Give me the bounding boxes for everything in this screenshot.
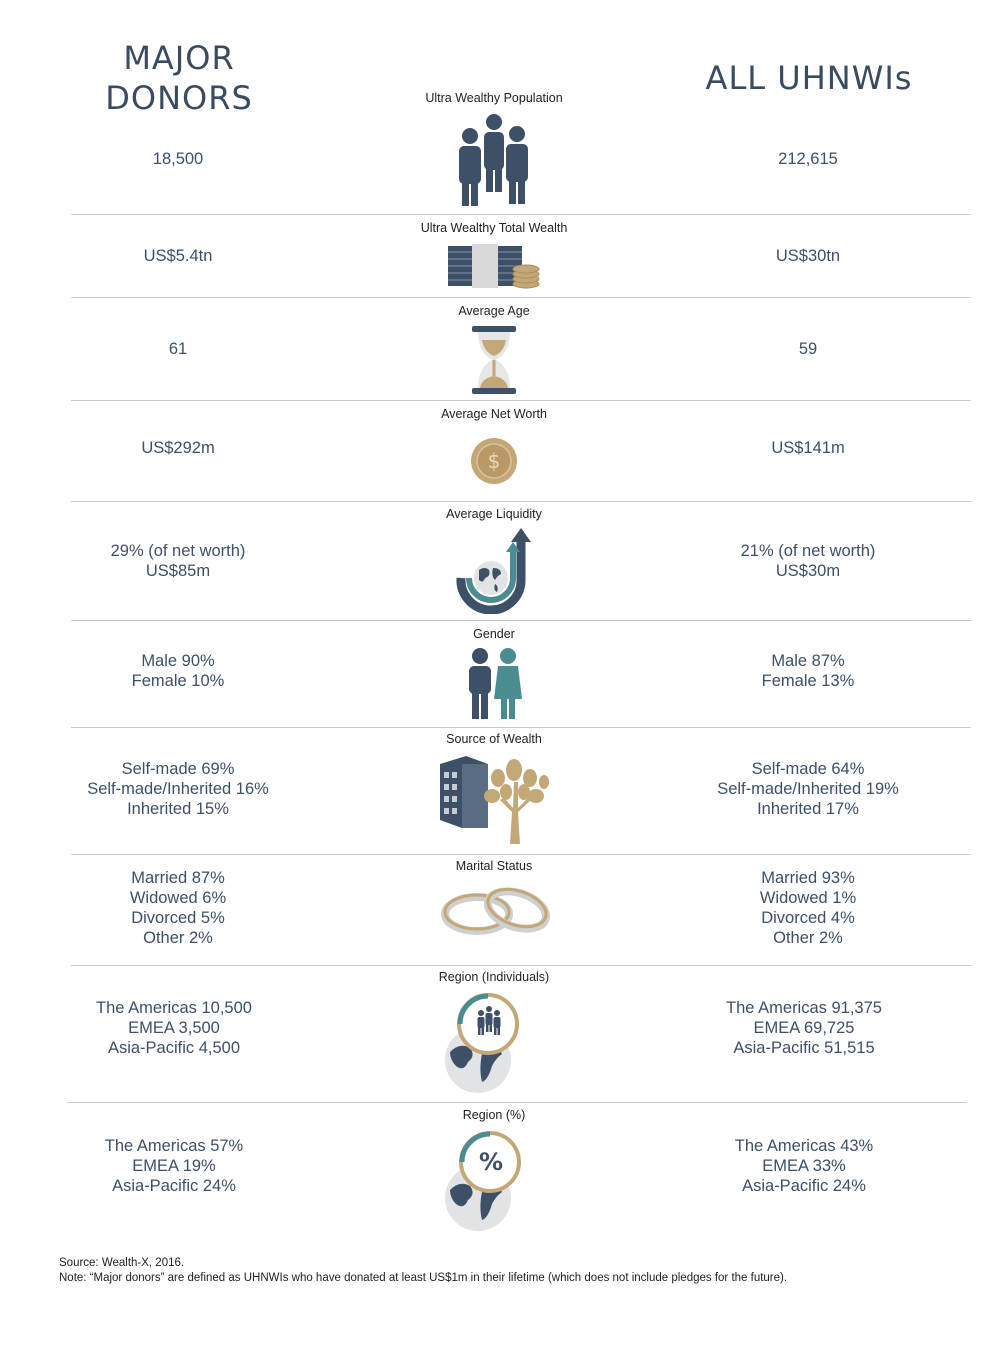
total-wealth-major-donors: US$5.4tn bbox=[143, 247, 213, 265]
major-donors-heading-line1: MAJOR bbox=[123, 39, 235, 77]
row-label-average-net-worth: Average Net Worth bbox=[441, 407, 547, 421]
marital-status-major-donors: Married 87% Widowed 6% Divorced 5% Other 2% bbox=[129, 869, 227, 947]
row-divider bbox=[71, 214, 971, 215]
region-percent-all-uhnwis: The Americas 43% EMEA 33% Asia-Pacific 24% bbox=[734, 1137, 874, 1195]
liquidity-all-uhnwis: 21% (of net worth) US$30m bbox=[740, 542, 876, 580]
row-divider bbox=[71, 501, 971, 502]
rings-icon bbox=[441, 884, 553, 940]
gender-major-donors: Male 90% Female 10% bbox=[131, 652, 225, 690]
row-divider bbox=[71, 727, 971, 728]
svg-text:%: % bbox=[478, 1148, 504, 1176]
net-worth-major-donors: US$292m bbox=[141, 439, 215, 457]
liquidity-major-donors: 29% (of net worth) US$85m bbox=[110, 542, 246, 580]
row-label-region-percent: Region (%) bbox=[462, 1108, 526, 1122]
region-individuals-all-uhnwis: The Americas 91,375 EMEA 69,725 Asia-Pacific 51,515 bbox=[726, 999, 882, 1057]
row-label-average-liquidity: Average Liquidity bbox=[446, 507, 542, 521]
row-label-population: Ultra Wealthy Population bbox=[425, 91, 563, 105]
definition-note: Note: “Major donors” are defined as UHNWIs who have donated at least US$1m in their lifetime (which does not include pledges for the future). bbox=[59, 1272, 788, 1284]
major-donors-heading bbox=[80, 38, 278, 118]
row-label-region-individuals: Region (Individuals) bbox=[438, 970, 550, 984]
row-label-gender: Gender bbox=[473, 627, 515, 641]
marital-status-all-uhnwis: Married 93% Widowed 1% Divorced 4% Other 2% bbox=[759, 869, 857, 947]
row-label-average-age: Average Age bbox=[458, 304, 530, 318]
gender-icon bbox=[464, 647, 524, 719]
total-wealth-all-uhnwis: US$30tn bbox=[775, 247, 841, 265]
row-label-source-of-wealth: Source of Wealth bbox=[446, 732, 542, 746]
row-divider bbox=[71, 620, 971, 621]
gender-all-uhnwis: Male 87% Female 13% bbox=[761, 652, 855, 690]
coin-icon bbox=[470, 437, 518, 485]
row-divider bbox=[71, 297, 971, 298]
people-icon bbox=[454, 112, 534, 208]
major-donors-heading-line2: DONORS bbox=[105, 79, 253, 117]
population-all-uhnwis: 212,615 bbox=[778, 150, 838, 168]
money-stack-icon bbox=[446, 242, 542, 290]
row-divider bbox=[71, 965, 971, 966]
row-label-marital-status: Marital Status bbox=[455, 859, 533, 873]
average-age-all-uhnwis: 59 bbox=[798, 340, 818, 358]
row-divider bbox=[67, 1102, 967, 1103]
source-of-wealth-major-donors: Self-made 69% Self-made/Inherited 16% Inherited 15% bbox=[87, 760, 269, 818]
row-divider bbox=[71, 400, 971, 401]
all-uhnwis-heading: ALL UHNWIs bbox=[705, 59, 913, 97]
region-individuals-major-donors: The Americas 10,500 EMEA 3,500 Asia-Pacific 4,500 bbox=[96, 999, 252, 1057]
row-label-total-wealth: Ultra Wealthy Total Wealth bbox=[420, 221, 568, 235]
building-tree-icon bbox=[436, 752, 556, 846]
globe-percent-icon bbox=[440, 1128, 530, 1232]
globe-arrow-icon bbox=[455, 528, 531, 614]
row-divider bbox=[71, 854, 971, 855]
svg-text:$: $ bbox=[487, 449, 501, 473]
population-major-donors: 18,500 bbox=[152, 150, 204, 168]
region-percent-major-donors: The Americas 57% EMEA 19% Asia-Pacific 24% bbox=[104, 1137, 244, 1195]
average-age-major-donors: 61 bbox=[168, 340, 188, 358]
source-note: Source: Wealth-X, 2016. bbox=[59, 1257, 185, 1269]
footer bbox=[59, 1256, 919, 1286]
net-worth-all-uhnwis: US$141m bbox=[771, 439, 845, 457]
source-of-wealth-all-uhnwis: Self-made 64% Self-made/Inherited 19% Inherited 17% bbox=[717, 760, 899, 818]
hourglass-icon bbox=[472, 326, 516, 394]
globe-people-icon bbox=[440, 990, 530, 1094]
